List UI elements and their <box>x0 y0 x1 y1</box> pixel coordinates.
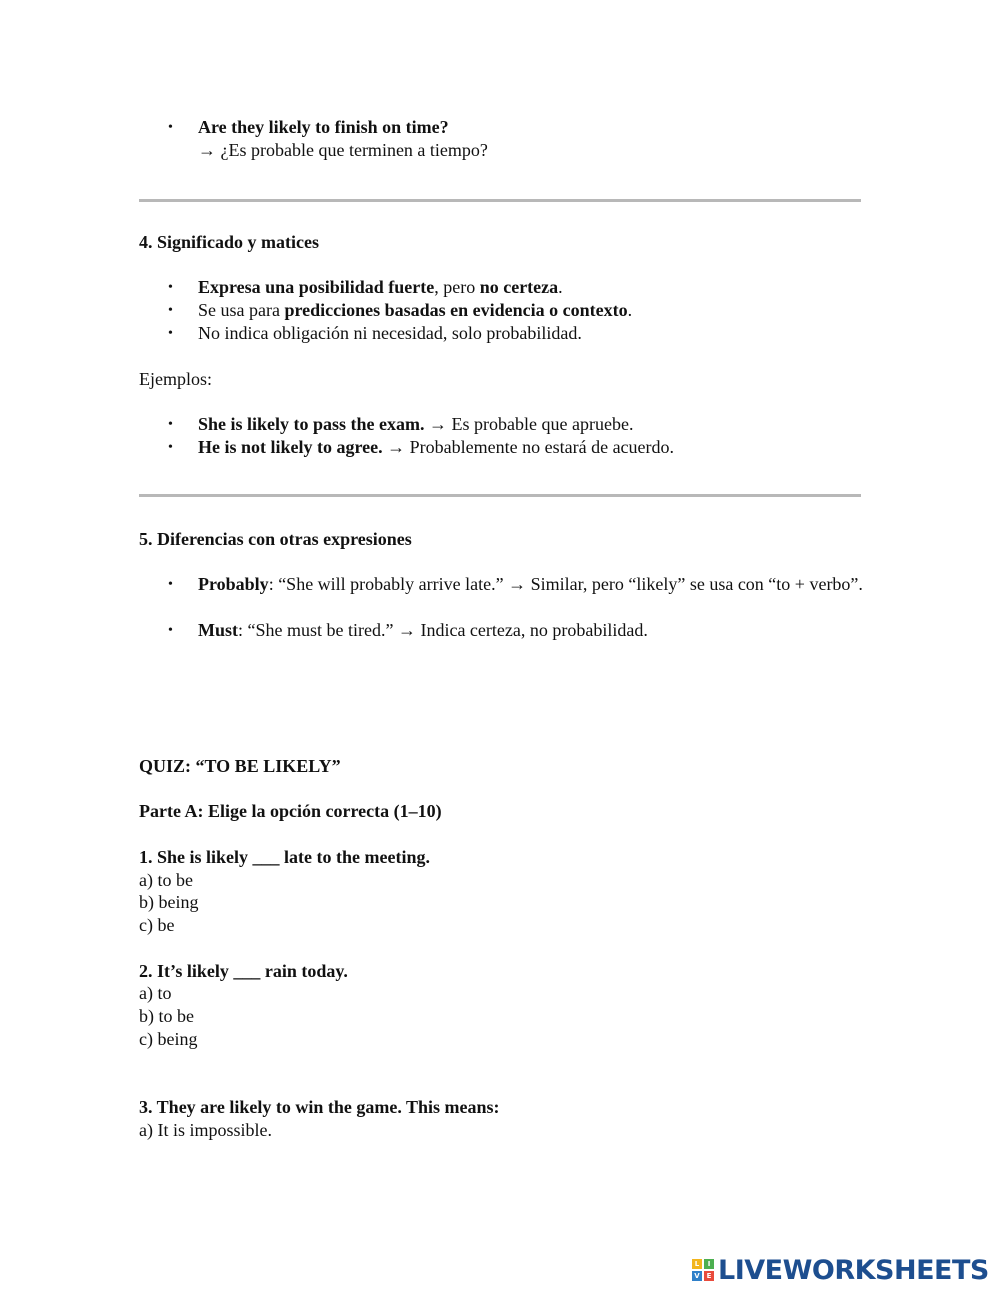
s5-b1-bold: Probably <box>198 574 269 594</box>
question-finish-on-time <box>198 116 449 139</box>
bullet-dot: • <box>168 120 173 135</box>
s4-b1-end: . <box>558 277 563 297</box>
q2-option-c[interactable]: c) being <box>139 1029 198 1049</box>
section-4-heading <box>139 231 319 254</box>
bullet-dot: • <box>168 417 173 432</box>
section-4-heading-text: 4. Significado y matices <box>139 232 319 252</box>
s5-bullet-1 <box>198 573 863 596</box>
example-1 <box>198 413 633 436</box>
s5-b2-rest: : “She must be tired.” → Indica certeza, no probabilidad. <box>238 620 648 640</box>
s4-b2-start: Se usa para <box>198 300 285 320</box>
question-translation: → ¿Es probable que terminen a tiempo? <box>198 140 488 160</box>
q1-option-c[interactable]: c) be <box>139 915 175 935</box>
example-1-rest: → Es probable que apruebe. <box>424 414 634 434</box>
bullet-dot: • <box>168 280 173 295</box>
s4-bullet-1 <box>198 276 563 299</box>
example-2 <box>198 436 674 459</box>
example-1-bold: She is likely to pass the exam. <box>198 414 425 434</box>
bullet-dot: • <box>168 577 173 592</box>
s4-bullet-3: No indica obligación ni necesidad, solo probabilidad. <box>198 323 582 343</box>
section-5-heading <box>139 528 412 551</box>
example-2-rest: → Probablemente no estará de acuerdo. <box>382 437 675 457</box>
section-5-heading-text: 5. Diferencias con otras expresiones <box>139 529 412 549</box>
liveworksheets-logo <box>692 1255 989 1285</box>
logo-cell-l: L <box>692 1259 702 1269</box>
logo-cell-i: I <box>704 1259 714 1269</box>
q2-option-a[interactable]: a) to <box>139 983 172 1003</box>
q2-option-b[interactable]: b) to be <box>139 1006 194 1026</box>
s4-b1-bold1: Expresa una posibilidad fuerte <box>198 277 435 297</box>
s5-b2-bold: Must <box>198 620 238 640</box>
question-3 <box>139 1096 500 1119</box>
question-1 <box>139 846 430 869</box>
logo-grid-icon <box>692 1259 714 1281</box>
q1-option-b[interactable]: b) being <box>139 892 199 912</box>
s4-b1-bold2: no certeza <box>479 277 559 297</box>
q3-option-a[interactable]: a) It is impossible. <box>139 1120 272 1140</box>
s4-b2-bold: predicciones basadas en evidencia o contexto <box>284 300 628 320</box>
divider <box>139 494 861 497</box>
s5-bullet-2 <box>198 619 648 642</box>
logo-text: LIVEWORKSHEETS <box>718 1254 989 1286</box>
examples-label: Ejemplos: <box>139 369 212 389</box>
quiz-title-text: QUIZ: “TO BE LIKELY” <box>139 756 341 776</box>
s5-b1-rest: : “She will probably arrive late.” → Similar, pero “likely” se usa con “to + verbo”. <box>268 574 863 594</box>
question-2 <box>139 960 348 983</box>
quiz-title <box>139 755 341 778</box>
bullet-dot: • <box>168 326 173 341</box>
s4-b2-end: . <box>627 300 633 320</box>
divider <box>139 199 861 202</box>
bullet-dot: • <box>168 440 173 455</box>
question-bold: Are they likely to finish on time? <box>198 117 449 137</box>
example-2-bold: He is not likely to agree. <box>198 437 383 457</box>
s4-bullet-2 <box>198 299 632 322</box>
logo-cell-v: V <box>692 1271 702 1281</box>
quiz-part-a-text: Parte A: Elige la opción correcta (1–10) <box>139 801 442 821</box>
quiz-part-a <box>139 800 442 823</box>
bullet-dot: • <box>168 623 173 638</box>
question-2-text: 2. It’s likely ___ rain today. <box>139 961 348 981</box>
question-3-text: 3. They are likely to win the game. This means: <box>139 1097 500 1117</box>
s4-b1-mid: , pero <box>434 277 480 297</box>
logo-cell-e: E <box>704 1271 714 1281</box>
question-1-text: 1. She is likely ___ late to the meeting. <box>139 847 430 867</box>
q1-option-a[interactable]: a) to be <box>139 870 193 890</box>
bullet-dot: • <box>168 303 173 318</box>
